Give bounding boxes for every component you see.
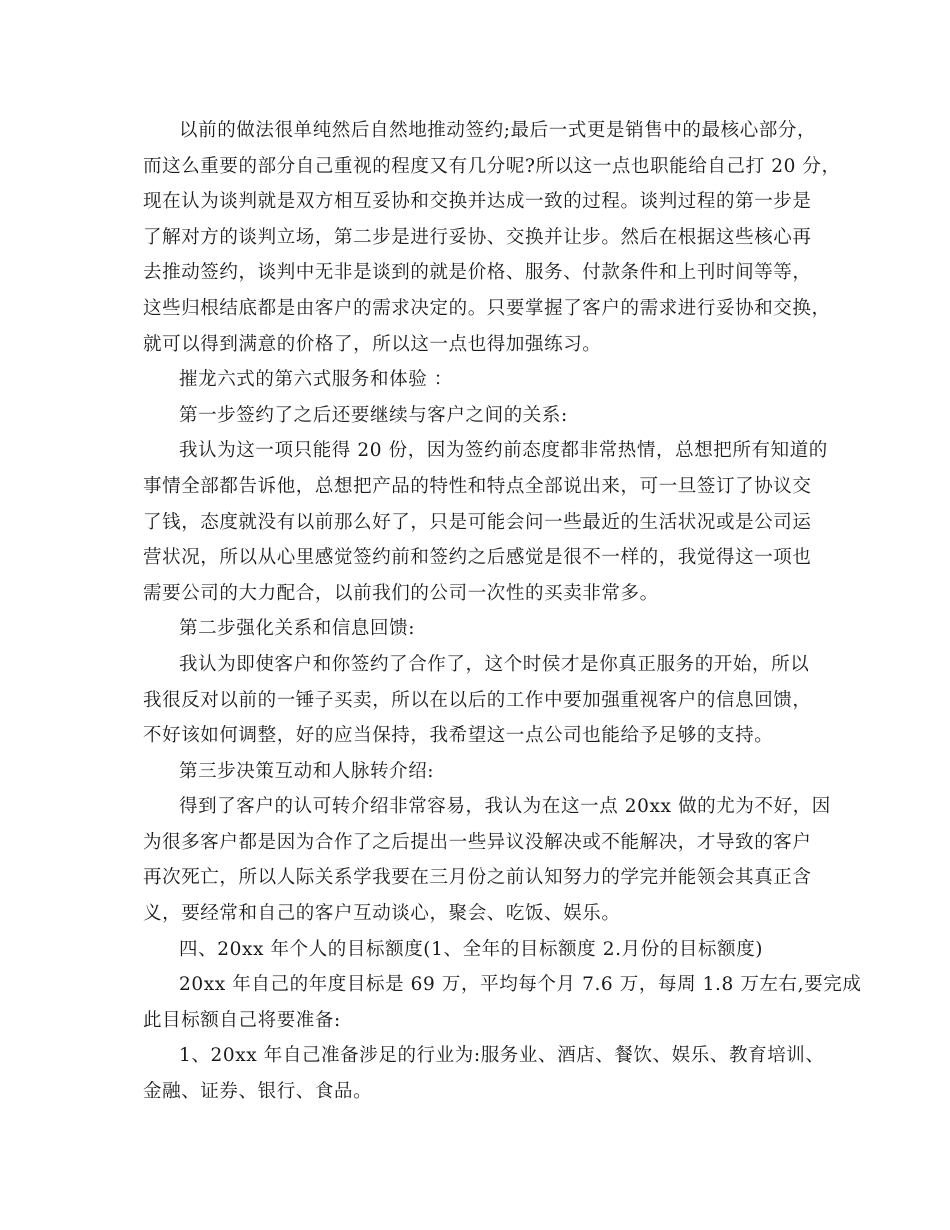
text-line: 为很多客户都是因为合作了之后提出一些异议没解决或不能解决，才导致的客户	[143, 831, 812, 853]
text-line: 了钱，态度就没有以前那么好了，只是可能会问一些最近的生活状况或是公司运	[143, 511, 812, 533]
text-line: 这些归根结底都是由客户的需求决定的。只要掌握了客户的需求进行妥协和交换，	[143, 297, 831, 319]
text-line: 我认为这一项只能得 20 份，因为签约前态度都非常热情，总想把所有知道的	[179, 440, 828, 462]
text-line: 需要公司的大力配合，以前我们的公司一次性的买卖非常多。	[143, 582, 659, 604]
text-line: 就可以得到满意的价格了，所以这一点也得加强练习。	[143, 333, 602, 355]
text-line: 事情全部都告诉他，总想把产品的特性和特点全部说出来，可一旦签订了协议交	[143, 475, 812, 497]
text-line: 而这么重要的部分自己重视的程度又有几分呢?所以这一点也职能给自己打 20 分，	[143, 155, 841, 177]
text-line: 摧龙六式的第六式服务和体验 ：	[179, 369, 453, 391]
text-line: 了解对方的谈判立场，第二步是进行妥协、交换并让步。然后在根据这些核心再	[143, 226, 812, 248]
text-line: 20xx 年自己的年度目标是 69 万，平均每个月 7.6 万，每周 1.8 万左右,要完成	[179, 974, 862, 996]
text-line: 1、20xx 年自己准备涉足的行业为:服务业、酒店、餐饮、娱乐、教育培训、	[179, 1045, 825, 1067]
text-line: 以前的做法很单纯然后自然地推动签约;最后一式更是销售中的最核心部分，	[179, 120, 817, 141]
text-line: 此目标额自己将要准备:	[143, 1009, 341, 1031]
text-line: 得到了客户的认可转介绍非常容易，我认为在这一点 20xx 做的尤为不好，因	[179, 796, 831, 818]
text-line: 去推动签约，谈判中无非是谈到的就是价格、服务、付款条件和上刊时间等等，	[143, 262, 812, 284]
text-line: 第二步强化关系和信息回馈:	[179, 618, 416, 640]
text-line: 我认为即使客户和你签约了合作了，这个时侯才是你真正服务的开始，所以	[179, 653, 810, 675]
text-line: 再次死亡，所以人际关系学我要在三月份之前认知努力的学完并能领会其真正含	[143, 867, 812, 889]
text-line: 义，要经常和自己的客户互动谈心，聚会、吃饭、娱乐。	[143, 903, 621, 925]
text-line: 第三步决策互动和人脉转介绍:	[179, 760, 435, 782]
document-body	[143, 113, 862, 1110]
text-line: 四、20xx 年个人的目标额度(1、全年的目标额度 2.月份的目标额度)	[179, 938, 764, 960]
text-line: 第一步签约了之后还要继续与客户之间的关系:	[179, 404, 568, 426]
text-line: 我很反对以前的一锤子买卖，所以在以后的工作中要加强重视客户的信息回馈，	[143, 689, 812, 711]
text-line: 金融、证券、银行、食品。	[143, 1081, 373, 1103]
text-line: 营状况，所以从心里感觉签约前和签约之后感觉是很不一样的，我觉得这一项也	[143, 547, 812, 569]
text-line: 不好该如何调整，好的应当保持，我希望这一点公司也能给予足够的支持。	[143, 725, 774, 747]
text-line: 现在认为谈判就是双方相互妥协和交换并达成一致的过程。谈判过程的第一步是	[143, 191, 812, 213]
